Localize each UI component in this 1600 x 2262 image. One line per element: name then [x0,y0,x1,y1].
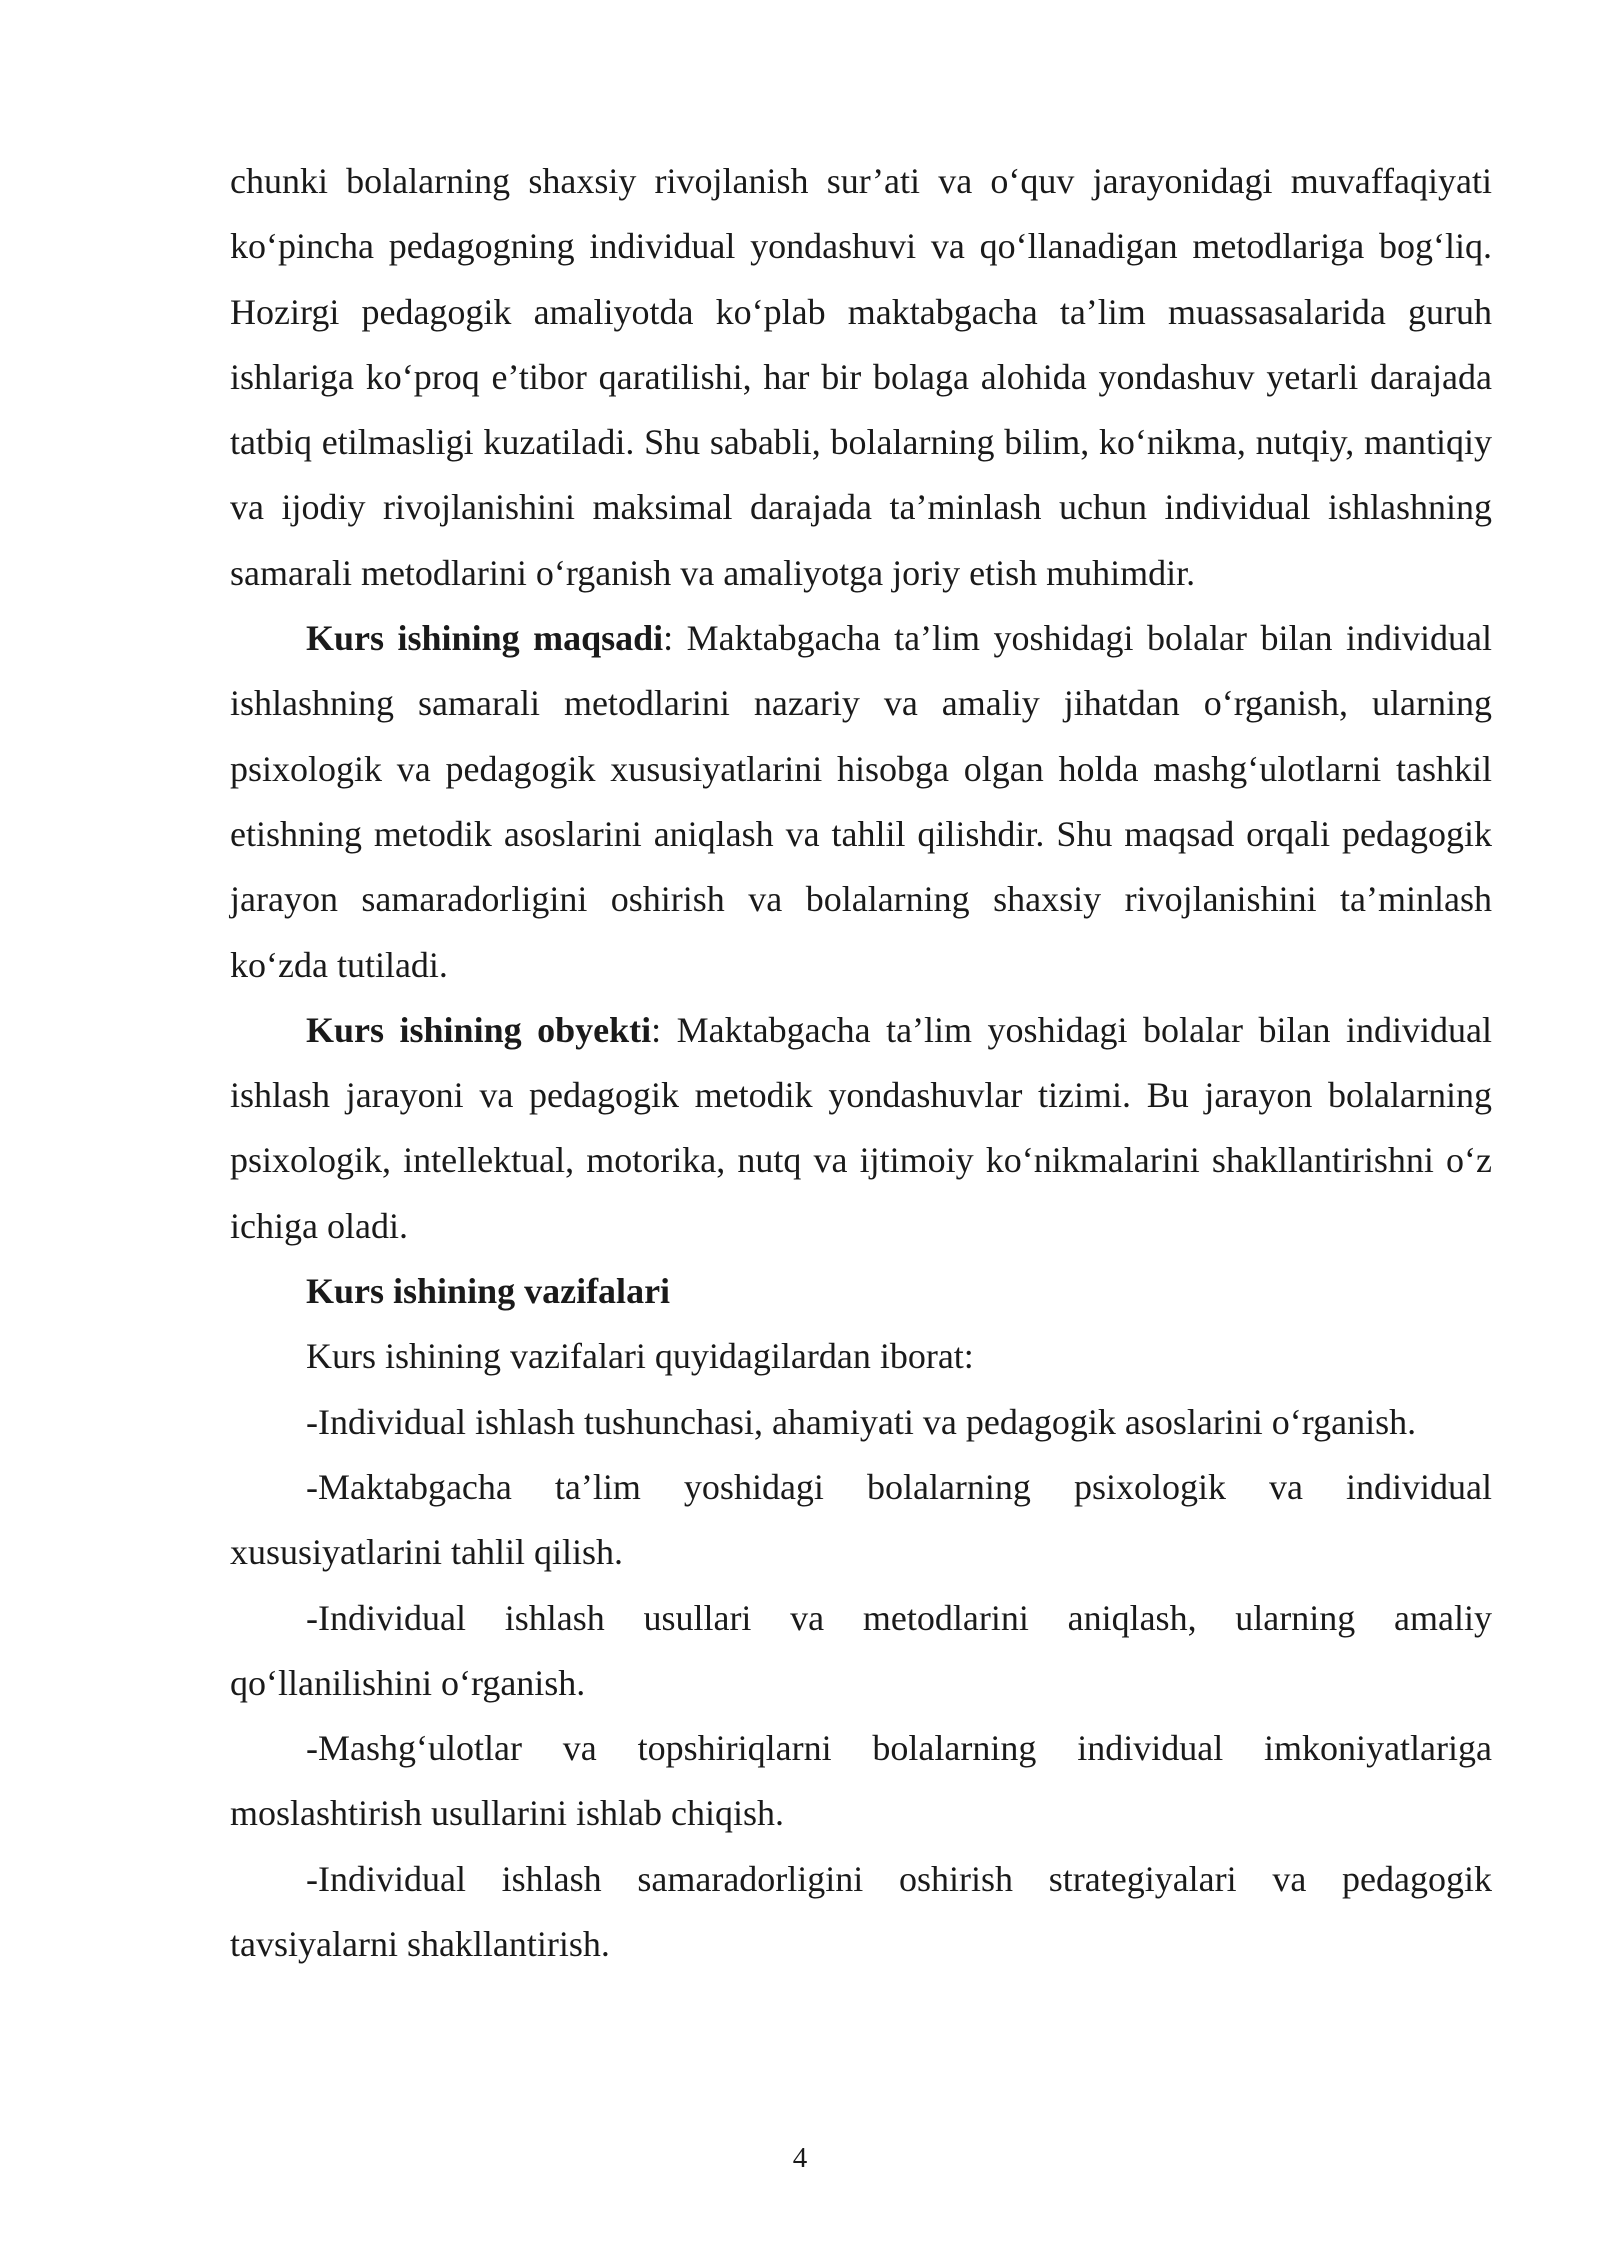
intro-paragraph: chunki bolalarning shaxsiy rivojlanish sur’ati va o‘quv jarayonidagi muvaffaqiyati ko‘pincha pedagogning individual yondashuvi va qo‘llanadigan metodlariga bog‘liq. Hozirgi pedagogik amaliyotda ko‘plab maktabgacha ta’lim muassasalarida guruh ishlariga ko‘proq e’tibor qaratilishi, har bir bolaga alohida yondashuv yetarli darajada tatbiq etilmasligi kuzatiladi. Shu sababli, bolalarning bilim, ko‘nikma, nutqiy, mantiqiy va ijodiy rivojlanishini maksimal darajada ta’minlash uchun individual ishlashning samarali metodlarini o‘rganish va amaliyotga joriy etish muhimdir. [230,161,1492,593]
object-text: : Maktabgacha ta’lim yoshidagi bolalar bilan individual ishlash jarayoni va pedagogik metodik yondashuvlar tizimi. Bu jarayon bolalarning psixologik, intellektual, motorika, nutq va ijtimoiy ko‘nikmalarini shakllantirishni o‘z ichiga oladi. [230,1009,1493,1246]
goal-paragraph [230,606,1492,998]
task-item: -Maktabgacha ta’lim yoshidagi bolalarning psixologik va individual xususiyatlarini tahlil qilish. [230,1466,1492,1573]
object-label: Kurs ishining obyekti [306,1009,652,1050]
task-item: -Individual ishlash samaradorligini oshirish strategiyalari va pedagogik tavsiyalarni shakllantirish. [230,1858,1492,1965]
tasks-intro: Kurs ishining vazifalari quyidagilardan iborat: [306,1336,974,1377]
goal-text: : Maktabgacha ta’lim yoshidagi bolalar bilan individual ishlashning samarali metodlarini nazariy va amaliy jihatdan o‘rganish, ularning psixologik va pedagogik xususiyatlarini hisobga olgan holda mashg‘ulotlarni tashkil etishning metodik asoslarini aniqlash va tahlil qilishdir. Shu maqsad orqali pedagogik jarayon samaradorligini oshirish va bolalarning shaxsiy rivojlanishini ta’minlash ko‘zda tutiladi. [230,618,1492,985]
task-item: -Individual ishlash tushunchasi, ahamiyati va pedagogik asoslarini o‘rganish. [306,1401,1417,1442]
body-text [230,149,1492,1977]
tasks-heading: Kurs ishining vazifalari [306,1271,671,1312]
task-item: -Mashg‘ulotlar va topshiriqlarni bolalarning individual imkoniyatlariga moslashtirish usullarini ishlab chiqish. [230,1728,1492,1834]
object-paragraph [230,998,1492,1259]
page-number: 4 [792,2142,808,2174]
task-item: -Individual ishlash usullari va metodlarini aniqlash, ularning amaliy qo‘llanilishini o‘rganish. [230,1597,1492,1703]
goal-label: Kurs ishining maqsadi [306,618,664,659]
